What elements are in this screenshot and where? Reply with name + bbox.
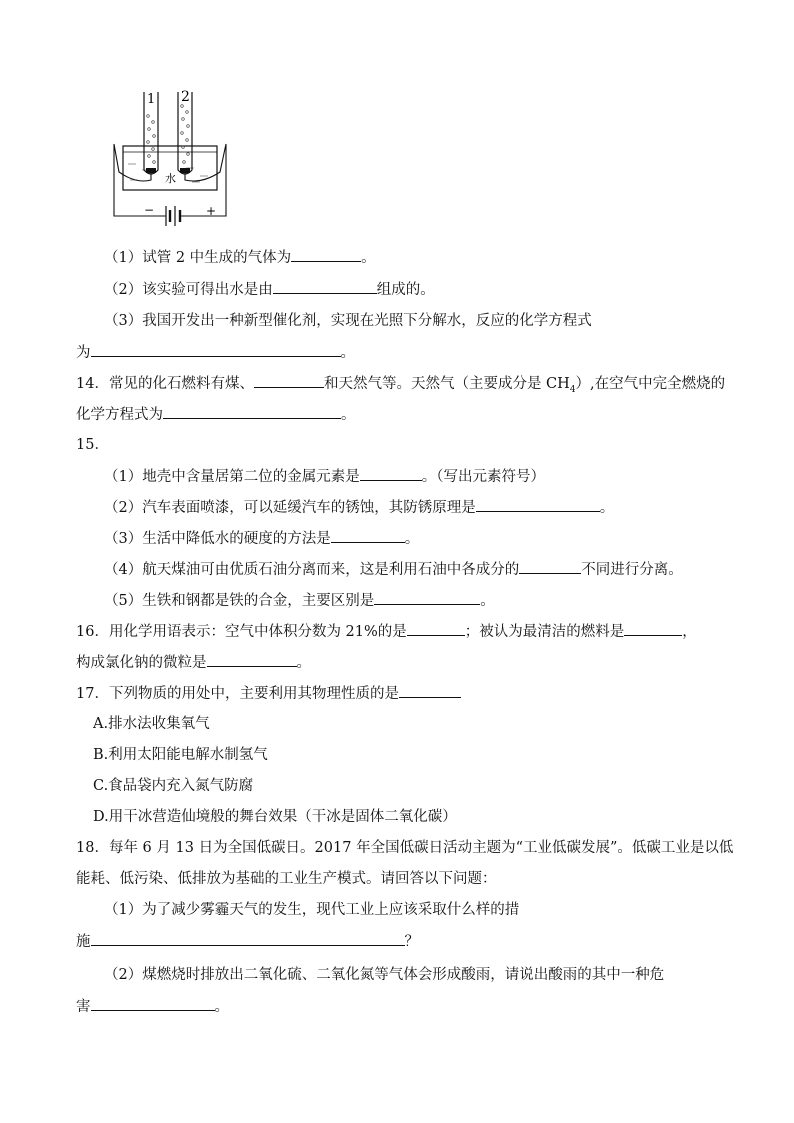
answer-blank[interactable] [291, 247, 361, 262]
answer-blank[interactable] [254, 373, 324, 388]
answer-blank[interactable] [207, 652, 297, 667]
answer-blank[interactable] [624, 621, 682, 636]
q15-part4: （4）航天煤油可由优质石油分离而来，这是利用石油中各成分的 不同进行分离。 [104, 559, 683, 580]
answer-blank[interactable] [163, 404, 341, 419]
answer-blank[interactable] [399, 683, 461, 698]
water-label: 水 [165, 172, 176, 185]
q15-part2: （2）汽车表面喷漆，可以延缓汽车的锈蚀，其防锈原理是 。 [104, 497, 614, 518]
electrolysis-apparatus-figure [106, 84, 236, 236]
q14-line2: 化学方程式为 。 [76, 404, 356, 425]
plus-sign: + [206, 204, 217, 218]
q13-part3-answer: 为 。 [76, 342, 355, 363]
q16-line1: 16．用化学用语表示：空气中体积分数为 21%的是 ；被认为最清洁的燃料是 ， [76, 621, 697, 642]
q18-line1: 18．每年 6 月 13 日为全国低碳日。2017 年全国低碳日活动主题为“工业低碳发展”。低碳工业是以低 [76, 840, 734, 856]
answer-blank[interactable] [519, 559, 581, 574]
answer-blank[interactable] [273, 279, 377, 294]
answer-blank[interactable] [374, 590, 480, 605]
q15-part5: （5）生铁和钢都是铁的合金，主要区别是 。 [104, 590, 495, 611]
q14-line1: 14．常见的化石燃料有煤、 和天然气等。天然气（主要成分是 $CH_4$）,在空气中完全燃烧的 [76, 373, 725, 400]
minus-sign: − [144, 203, 155, 217]
q16-line2: 构成氯化钠的微粒是 。 [76, 652, 311, 673]
answer-blank[interactable] [91, 342, 341, 357]
q15-heading: 15． [76, 437, 109, 453]
q18-part1-answer: 施 ？ [76, 931, 419, 952]
answer-blank[interactable] [91, 931, 405, 946]
answer-blank[interactable] [476, 497, 600, 512]
tube2-label: 2 [181, 89, 190, 105]
tube1-label: 1 [147, 92, 156, 107]
answer-blank[interactable] [331, 528, 405, 543]
q17-question: 17．下列物质的用处中，主要利用其物理性质的是 [76, 683, 461, 704]
q13-part1: （1）试管 2 中生成的气体为 。 [104, 247, 376, 268]
q18-part1: （1）为了减少雾霾天气的发生，现代工业上应该采取什么样的措 [104, 902, 520, 918]
q18-part2-answer: 害 。 [76, 996, 229, 1017]
answer-blank[interactable] [91, 996, 215, 1011]
q13-part3: （3）我国开发出一种新型催化剂，实现在光照下分解水，反应的化学方程式 [104, 313, 592, 329]
q13-part2: （2）该实验可得出水是由 组成的。 [104, 279, 435, 300]
answer-blank[interactable] [407, 621, 465, 636]
q15-part1: （1）地壳中含量居第二位的金属元素是 。（写出元素符号） [104, 466, 545, 487]
q15-part3: （3）生活中降低水的硬度的方法是 。 [104, 528, 419, 549]
q17-option-c[interactable]: C.食品袋内充入氮气防腐 [93, 778, 254, 794]
q17-option-a[interactable]: A.排水法收集氧气 [93, 716, 210, 732]
answer-blank[interactable] [360, 466, 422, 481]
q17-option-d[interactable]: D.用干冰营造仙境般的舞台效果（干冰是固体二氧化碳） [93, 809, 457, 825]
q17-option-b[interactable]: B.利用太阳能电解水制氢气 [93, 747, 268, 763]
q18-line2: 能耗、低污染、低排放为基础的工业生产模式。请回答以下问题： [76, 871, 497, 887]
q18-part2: （2）煤燃烧时排放出二氧化硫、二氧化氮等气体会形成酸雨，请说出酸雨的其中一种危 [104, 967, 665, 983]
